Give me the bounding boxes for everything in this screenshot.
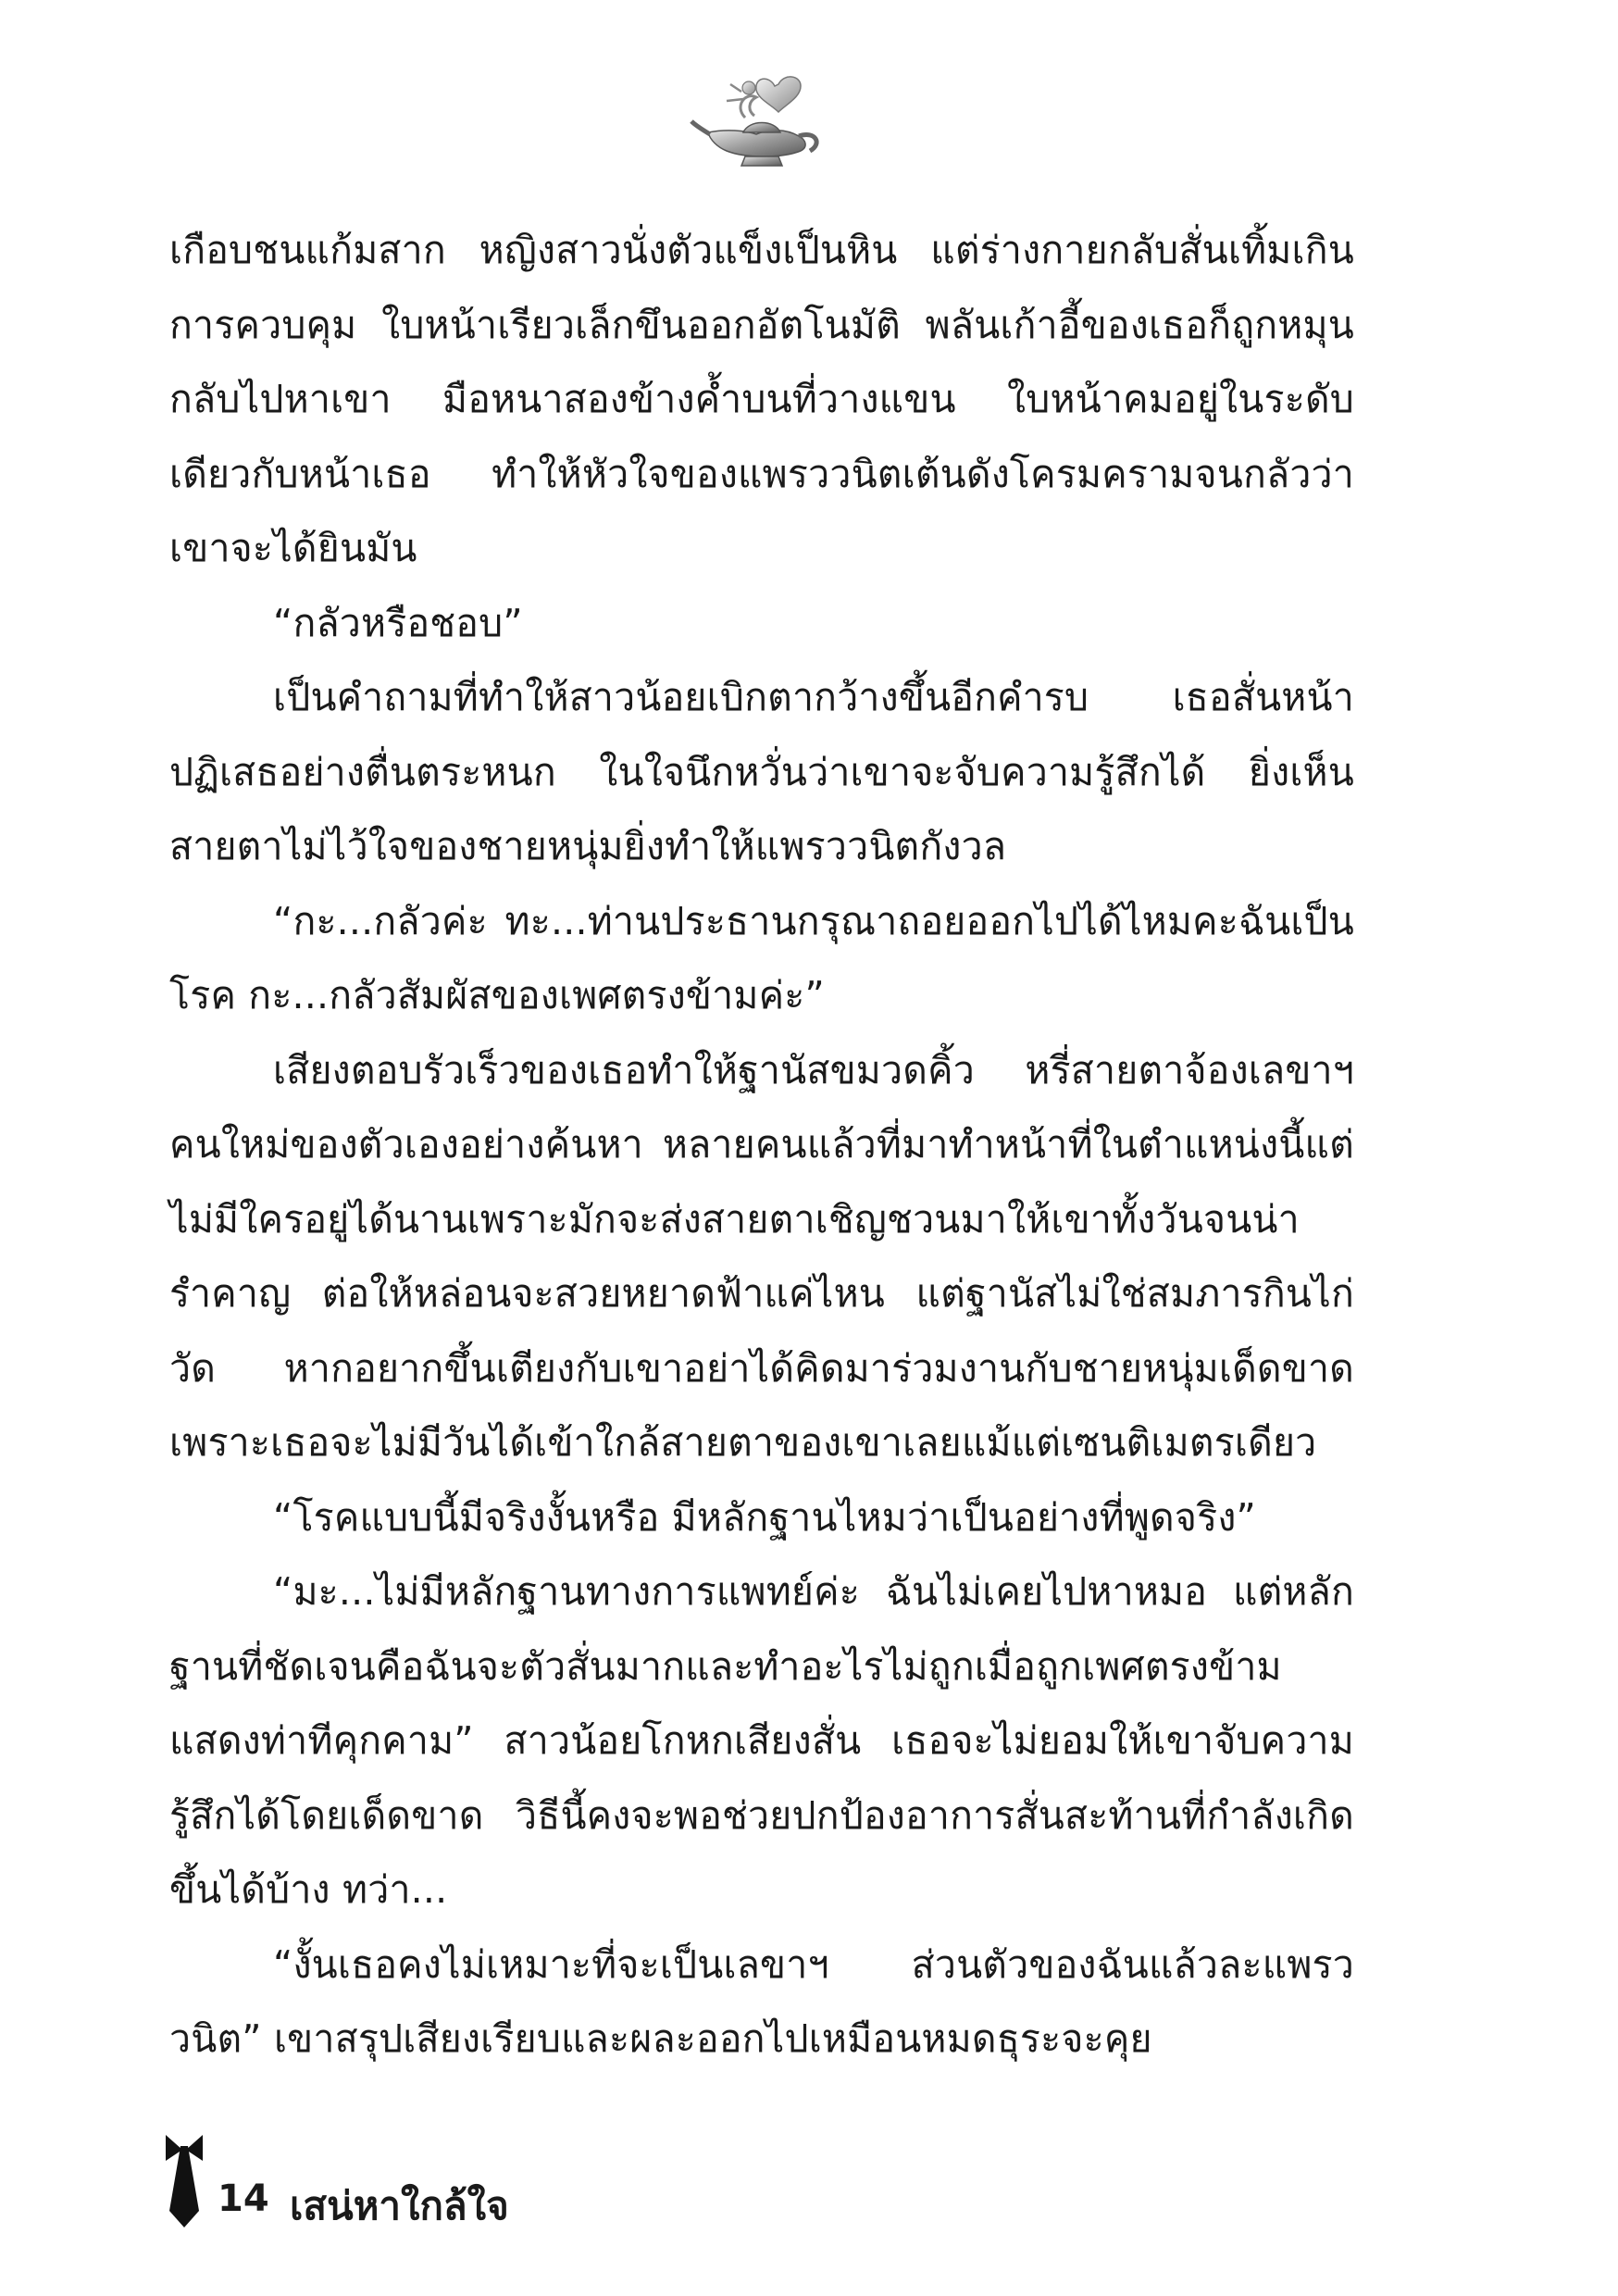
paragraph: เสียงตอบรัวเร็วของเธอทำให้ฐานัสขมวดคิ้ว หรี่สายตาจ้องเลขาฯคนใหม่ของตัวเองอย่างค้นหา หลายคนแล้วที่มาทำหน้าที่ในตำแหน่งนี้แต่ไม่มีใครอยู่ได้นานเพราะมักจะส่งสายตาเชิญชวนมาให้เขาทั้งวันจนน่ารำคาญ ต่อให้หล่อนจะสวยหยาดฟ้าแค่ไหน แต่ฐานัสไม่ใช่สมภารกินไก่วัด หากอยากขึ้นเตียงกับเขาอย่าได้คิดมาร่วมงานกับชายหนุ่มเด็ดขาด เพราะเธอจะไม่มีวันได้เข้าใกล้สายตาของเขาเลยแม้แต่เซนติเมตรเดียว: [169, 1047, 1354, 1465]
paragraph: เกือบชนแก้มสาก หญิงสาวนั่งตัวแข็งเป็นหิน แต่ร่างกายกลับสั่นเทิ้มเกินการควบคุม ใบหน้าเรียวเล็กขึนออกอัตโนมัติ พลันเก้าอี้ของเธอก็ถูกหมุนกลับไปหาเขา มือหนาสองข้างค้ำบนที่วางแขน ใบหน้าคมอยู่ในระดับเดียวกับหน้าเธอ ทำให้หัวใจของแพรววนิตเต้นดังโครมครามจนกลัวว่าเขาจะได้ยินมัน: [169, 228, 1354, 570]
paragraph: “มะ...ไม่มีหลักฐานทางการแพทย์ค่ะ ฉันไม่เคยไปหาหมอ แต่หลักฐานที่ชัดเจนคือฉันจะตัวสั่นมากและทำอะไรไม่ถูกเมื่อถูกเพศตรงข้ามแสดงท่าทีคุกคาม” สาวน้อยโกหกเสียงสั่น เธอจะไม่ยอมให้เขาจับความรู้สึกได้โดยเด็ดขาด วิธีนี้คงจะพอช่วยปกป้องอาการสั่นสะท้านที่กำลังเกิดขึ้นได้บ้าง ทว่า...: [169, 1569, 1354, 1912]
genie-lamp-icon: [690, 51, 828, 171]
book-title: เสน่หาใกล้ใจ: [290, 2183, 509, 2228]
paragraph: เป็นคำถามที่ทำให้สาวน้อยเบิกตากว้างขึ้นอีกคำรบ เธอสั่นหน้าปฏิเสธอย่างตื่นตระหนก ในใจนึกหวั่นว่าเขาจะจับความรู้สึกได้ ยิ่งเห็นสายตาไม่ไว้ใจของชายหนุ่มยิ่งทำให้แพรววนิตกังวล: [169, 675, 1354, 868]
page-number: 14: [218, 2177, 269, 2220]
paragraph: “กะ...กลัวค่ะ ทะ...ท่านประธานกรุณาถอยออกไปได้ไหมคะฉันเป็นโรค กะ...กลัวสัมผัสของเพศตรงข้ามค่ะ”: [169, 898, 1354, 1017]
paragraph: “งั้นเธอคงไม่เหมาะที่จะเป็นเลขาฯ ส่วนตัวของฉันแล้วละแพรววนิต” เขาสรุปเสียงเรียบและผละออกไปเหมือนหมดธุระจะคุย: [169, 1941, 1354, 2061]
page-footer: [162, 2129, 810, 2240]
necktie-icon: [162, 2129, 206, 2231]
paragraph: “โรคแบบนี้มีจริงงั้นหรือ มีหลักฐานไหมว่าเป็นอย่างที่พูดจริง”: [273, 1494, 1256, 1540]
body-text: [169, 213, 1354, 2077]
paragraph: “กลัวหรือชอบ”: [273, 600, 523, 645]
